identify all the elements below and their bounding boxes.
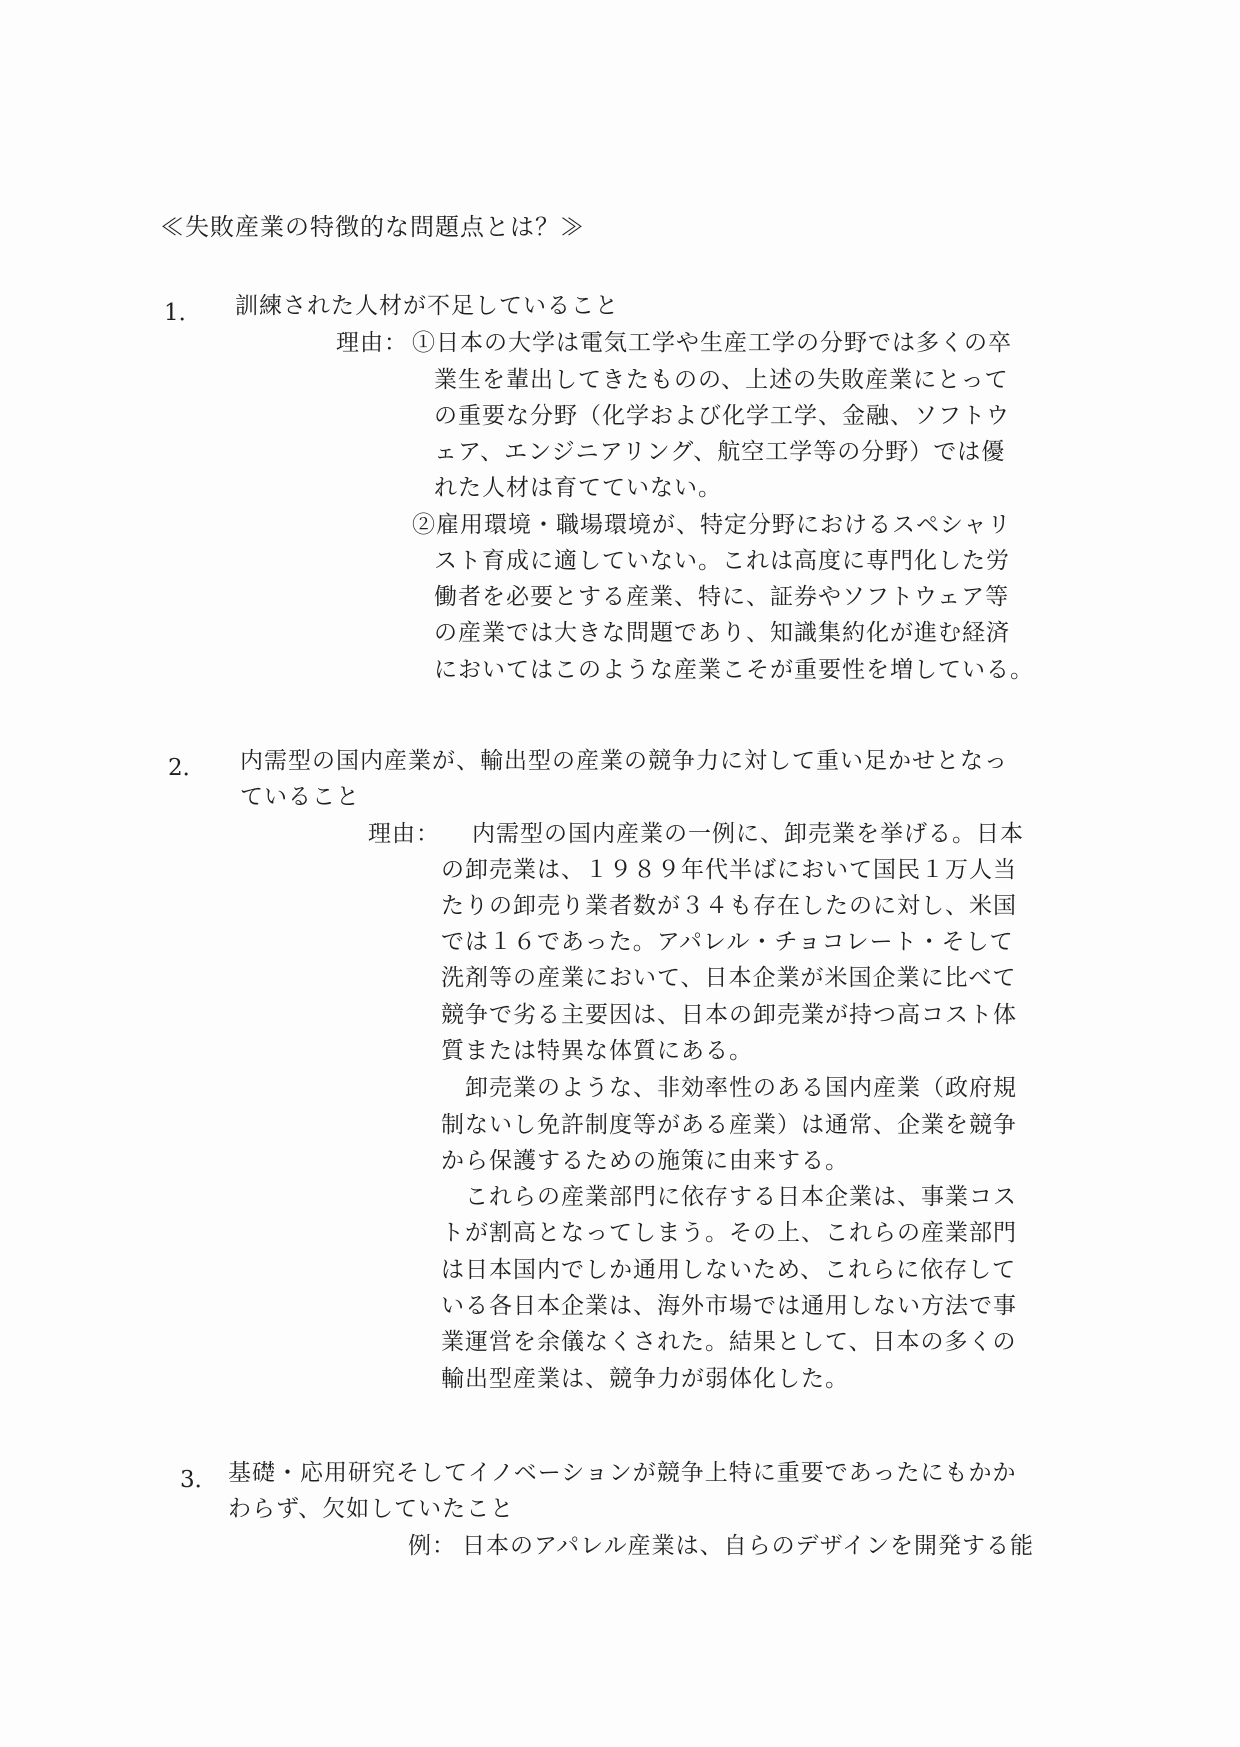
section-2-body-line: 輸出型産業は、競争力が弱体化した。: [441, 1366, 849, 1392]
section-2-body-line: 洗剤等の産業において、日本企業が米国企業に比べて: [441, 965, 1017, 991]
section-2-body-line: では１６であった。アパレル・チョコレート・そして: [441, 929, 1014, 955]
section-1-reason2-line: ②雇用環境・職場環境が、特定分野におけるスペシャリ: [412, 512, 1012, 538]
section-3-example-label: 例：: [408, 1533, 456, 1559]
section-2-body-line: は日本国内でしか通用しないため、これらに依存して: [441, 1257, 1017, 1283]
section-1-reason1-line: の重要な分野（化学および化学工学、金融、ソフトウ: [434, 403, 1010, 429]
section-1-reason2-line: 働者を必要とする産業、特に、証券やソフトウェア等: [434, 584, 1010, 610]
section-1-reason2-line: においてはこのような産業こそが重要性を増している。: [434, 657, 1034, 683]
section-2-body-line: たりの卸売り業者数が３４も存在したのに対し、米国: [441, 893, 1017, 919]
section-2-body-line: 卸売業のような、非効率性のある国内産業（政府規: [441, 1075, 1017, 1101]
section-2-body-line: これらの産業部門に依存する日本企業は、事業コス: [441, 1184, 1017, 1210]
section-3-heading-line: わらず、欠如していたこと: [228, 1496, 515, 1522]
section-2-body-line: 内需型の国内産業の一例に、卸売業を挙げる。日本: [472, 821, 1024, 847]
section-2-body-line: 質または特異な体質にある。: [441, 1038, 753, 1064]
section-1-reason1-line: れた人材は育てていない。: [434, 475, 722, 501]
section-3-example-line: 日本のアパレル産業は、自らのデザインを開発する能: [462, 1533, 1034, 1559]
section-2-body-line: から保護するための施策に由来する。: [441, 1148, 849, 1174]
section-1-reason2-line: の産業では大きな問題であり、知識集約化が進む経済: [434, 620, 1010, 646]
section-1-heading: 訓練された人材が不足していること: [235, 293, 619, 319]
section-1-reason-label: 理由：: [336, 330, 408, 356]
section-2-body-line: トが割高となってしまう。その上、これらの産業部門: [441, 1220, 1017, 1246]
section-1-number: 1．: [164, 300, 202, 326]
section-2-body-line: 制ないし免許制度等がある産業）は通常、企業を競争: [441, 1112, 1017, 1138]
section-1-reason2-line: スト育成に適していない。これは高度に専門化した労: [434, 548, 1010, 574]
section-2-heading-line: ていること: [240, 784, 360, 810]
section-2-body-line: いる各日本企業は、海外市場では通用しない方法で事: [441, 1293, 1017, 1319]
section-2-number: 2．: [168, 755, 206, 781]
section-3-heading-line: 基礎・応用研究そしてイノベーションが競争上特に重要であったにもかか: [228, 1460, 1017, 1486]
section-2-heading-line: 内需型の国内産業が、輸出型の産業の競争力に対して重い足かせとなっ: [240, 748, 1008, 774]
section-1-reason1-line: 業生を輩出してきたものの、上述の失敗産業にとって: [434, 367, 1009, 393]
section-2-reason-label: 理由：: [368, 821, 440, 847]
section-2-body-line: 業運営を余儀なくされた。結果として、日本の多くの: [441, 1329, 1017, 1355]
section-1-reason1-line: ①日本の大学は電気工学や生産工学の分野では多くの卒: [412, 330, 1012, 356]
section-3-number: 3．: [180, 1467, 218, 1493]
section-2-body-line: の卸売業は、１９８９年代半ばにおいて国民１万人当: [441, 857, 1017, 883]
section-2-body-line: 競争で劣る主要因は、日本の卸売業が持つ高コスト体: [441, 1002, 1017, 1028]
section-1-reason1-line: ェア、エンジニアリング、航空工学等の分野）では優: [434, 439, 1006, 465]
page-title: ≪失敗産業の特徴的な問題点とは？≫: [160, 213, 585, 241]
